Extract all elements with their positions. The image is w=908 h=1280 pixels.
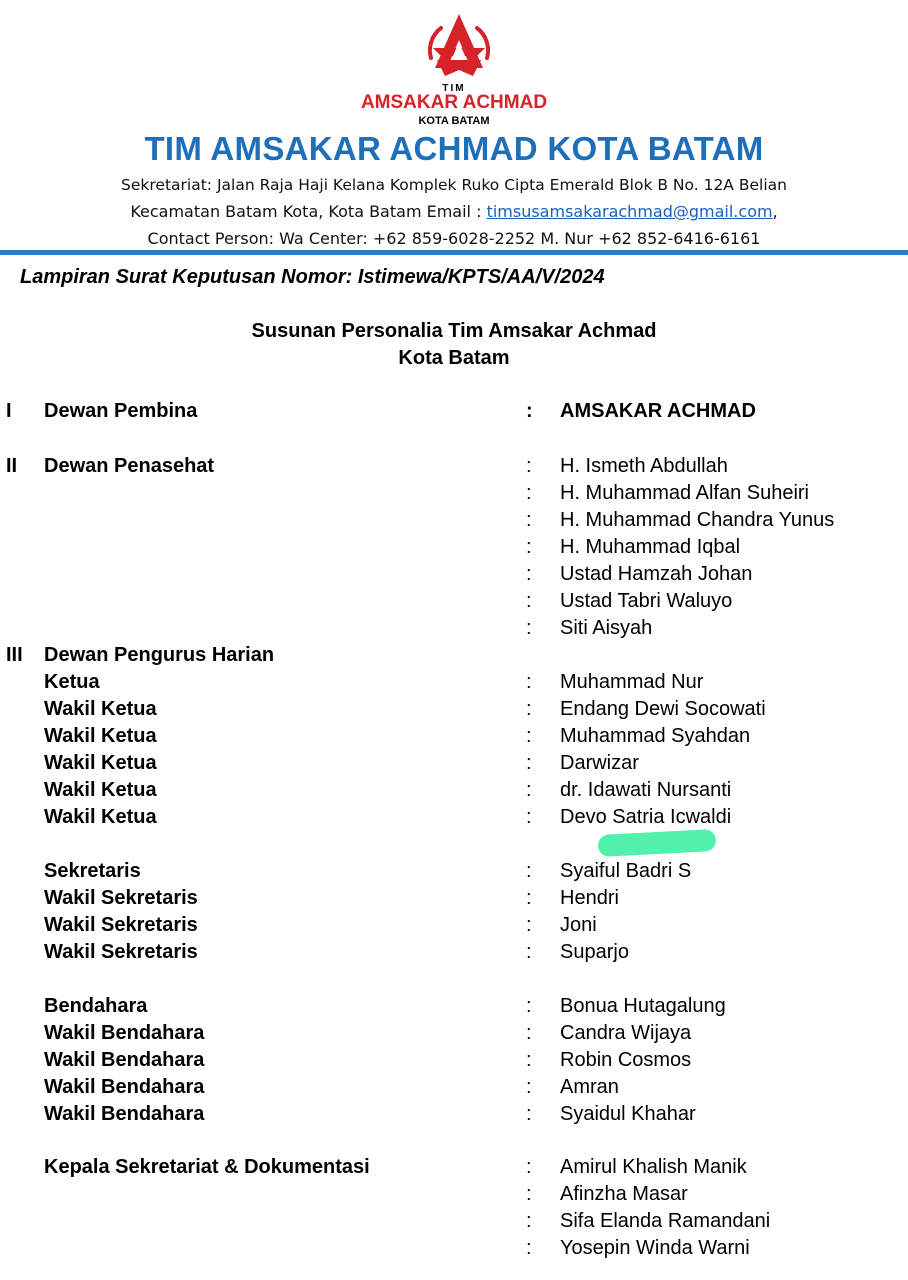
member-name: Candra Wijaya — [560, 1022, 692, 1044]
member-name: Robin Cosmos — [560, 1049, 692, 1071]
address-line-2 — [0, 202, 908, 221]
member-name: Afinzha Masar — [560, 1183, 688, 1205]
section-label: Dewan Pembina — [44, 400, 198, 422]
address-line-3: Contact Person: Wa Center: +62 859-6028-2252 M. Nur +62 852-6416-6161 — [147, 229, 761, 248]
colon-separator: : — [526, 806, 532, 828]
member-name: Muhammad Syahdan — [560, 725, 751, 747]
member-name: Hendri — [560, 887, 619, 909]
member-name: H. Muhammad Iqbal — [560, 536, 741, 558]
logo-tim-text: TIM — [442, 83, 466, 94]
member-name: AMSAKAR ACHMAD — [560, 400, 756, 422]
colon-separator: : — [526, 1022, 532, 1044]
member-name: H. Ismeth Abdullah — [560, 455, 728, 477]
member-name: H. Muhammad Alfan Suheiri — [560, 482, 810, 504]
member-name: Amran — [560, 1076, 619, 1098]
member-name: Joni — [560, 914, 597, 936]
member-name: H. Muhammad Chandra Yunus — [560, 509, 835, 531]
colon-separator: : — [526, 779, 532, 801]
colon-separator: : — [526, 482, 532, 504]
member-name: Devo Satria Icwaldi — [560, 806, 732, 828]
highlighter-mark — [598, 829, 717, 857]
colon-separator: : — [526, 1156, 532, 1178]
logo-emblem-icon — [421, 12, 497, 80]
role-label: Wakil Ketua — [44, 725, 157, 747]
colon-separator: : — [526, 1049, 532, 1071]
member-name: Amirul Khalish Manik — [560, 1156, 747, 1178]
role-label: Wakil Sekretaris — [44, 941, 198, 963]
letterhead-title: TIM AMSAKAR ACHMAD KOTA BATAM — [144, 130, 764, 167]
member-name: dr. Idawati Nursanti — [560, 779, 732, 801]
role-label: Wakil Bendahara — [44, 1049, 205, 1071]
role-label: Wakil Bendahara — [44, 1022, 205, 1044]
colon-separator: : — [526, 941, 532, 963]
member-name: Suparjo — [560, 941, 629, 963]
colon-separator: : — [526, 536, 532, 558]
logo-city-text: KOTA BATAM — [418, 115, 490, 127]
role-label: Wakil Ketua — [44, 698, 157, 720]
colon-separator: : — [526, 995, 532, 1017]
colon-separator: : — [526, 725, 532, 747]
member-name: Siti Aisyah — [560, 617, 653, 639]
decree-reference: Lampiran Surat Keputusan Nomor: Istimewa/KPTS/AA/V/2024 — [20, 266, 605, 288]
member-name: Endang Dewi Socowati — [560, 698, 766, 720]
role-label: Wakil Sekretaris — [44, 914, 198, 936]
section-label: Dewan Penasehat — [44, 455, 215, 477]
role-label: Wakil Bendahara — [44, 1076, 205, 1098]
member-name: Muhammad Nur — [560, 671, 704, 693]
colon-separator: : — [526, 1210, 532, 1232]
colon-separator: : — [526, 1183, 532, 1205]
colon-separator: : — [526, 860, 532, 882]
colon-separator: : — [526, 455, 532, 477]
role-label: Ketua — [44, 671, 100, 693]
address-line-2-suffix: , — [772, 202, 778, 221]
role-label: Wakil Ketua — [44, 752, 157, 774]
letterhead-divider — [0, 250, 908, 255]
colon-separator: : — [526, 914, 532, 936]
member-name: Syaidul Khahar — [560, 1103, 696, 1125]
address-line-1: Sekretariat: Jalan Raja Haji Kelana Komplek Ruko Cipta Emerald Blok B No. 12A Belian — [121, 176, 787, 194]
member-name: Ustad Tabri Waluyo — [560, 590, 733, 612]
member-name: Bonua Hutagalung — [560, 995, 726, 1017]
colon-separator: : — [526, 1076, 532, 1098]
colon-separator: : — [526, 752, 532, 774]
colon-separator: : — [526, 698, 532, 720]
colon-separator: : — [526, 887, 532, 909]
colon-separator: : — [526, 671, 532, 693]
role-label: Sekretaris — [44, 860, 141, 882]
role-label: Wakil Bendahara — [44, 1103, 205, 1125]
role-label: Kepala Sekretariat & Dokumentasi — [44, 1156, 370, 1178]
logo-name-text: AMSAKAR ACHMAD — [360, 92, 548, 113]
member-name: Ustad Hamzah Johan — [560, 563, 753, 585]
colon-separator: : — [526, 617, 532, 639]
section-label: Dewan Pengurus Harian — [44, 644, 275, 666]
colon-separator: : — [526, 1103, 532, 1125]
member-name: Sifa Elanda Ramandani — [560, 1210, 771, 1232]
member-name: Darwizar — [560, 752, 639, 774]
role-label: Wakil Ketua — [44, 806, 157, 828]
member-name: Syaiful Badri S — [560, 860, 692, 882]
section-number: I — [6, 400, 12, 422]
colon-separator: : — [526, 563, 532, 585]
colon-separator: : — [526, 590, 532, 612]
section-number: II — [6, 455, 18, 477]
colon-separator: : — [526, 1237, 532, 1259]
address-line-2-prefix: Kecamatan Batam Kota, Kota Batam Email : — [130, 202, 487, 221]
role-label: Wakil Sekretaris — [44, 887, 198, 909]
role-label: Bendahara — [44, 995, 148, 1017]
member-name: Yosepin Winda Warni — [560, 1237, 750, 1259]
colon-separator: : — [526, 400, 533, 422]
document-heading-line-2: Kota Batam — [398, 347, 510, 369]
role-label: Wakil Ketua — [44, 779, 157, 801]
document-heading-line-1: Susunan Personalia Tim Amsakar Achmad — [251, 320, 657, 342]
section-number: III — [6, 644, 23, 666]
email-link[interactable]: timsusamsakarachmad@gmail.com — [486, 202, 773, 221]
colon-separator: : — [526, 509, 532, 531]
